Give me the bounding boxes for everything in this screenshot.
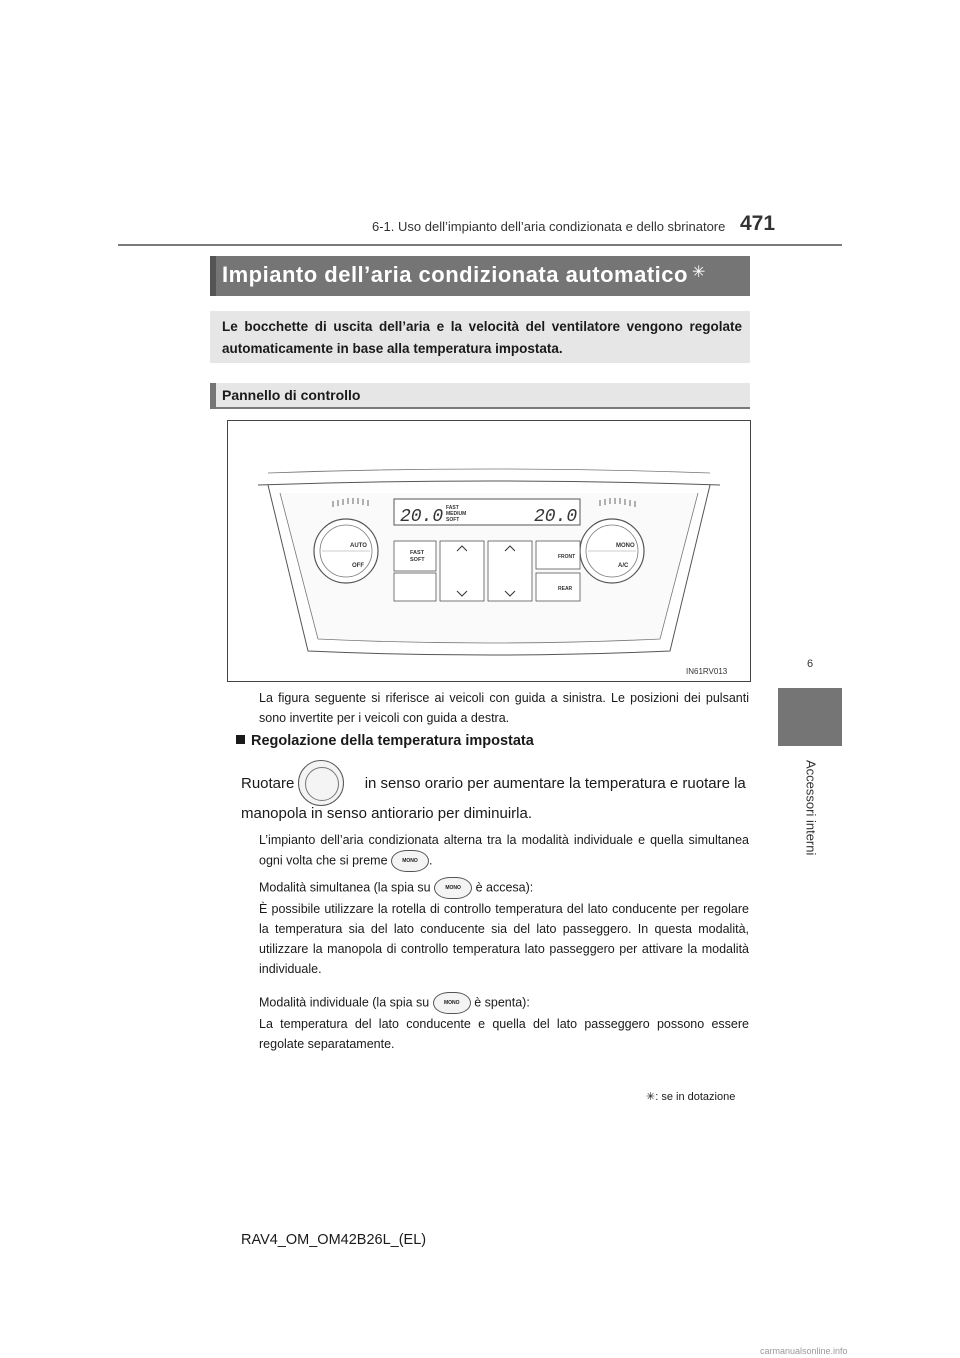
subheading-pannello: Pannello di controllo <box>222 387 361 403</box>
main-heading <box>222 262 706 288</box>
simultaneous-mode-paragraph: Modalità simultanea (la spia su MONO è accesa): È possibile utilizzare la rotella di controllo temperatura del lato conducente per regolare la temperatura sia del lato conducente sia del lato passeggero. In questa modalità, utilizzare la manopola di controllo temperatura lato passeggero per attivare la modalità individuale. <box>259 877 749 979</box>
chapter-number: 6 <box>806 658 814 670</box>
square-bullet-icon <box>236 735 245 744</box>
regolazione-heading: Regolazione della temperatura impostata <box>236 733 534 749</box>
mono-button-icon: MONO <box>433 992 471 1014</box>
control-panel-illustration <box>228 421 750 681</box>
soft-label: SOFT <box>410 557 425 563</box>
fast-soft-button[interactable] <box>394 541 436 571</box>
section-title: 6-1. Uso dell’impianto dell’aria condizionata e dello sbrinatore <box>372 219 726 234</box>
control-panel-figure <box>227 420 751 682</box>
front-label: FRONT <box>558 554 576 560</box>
mono-button-icon: MONO <box>434 877 472 899</box>
mono-button-label: MONO <box>616 543 635 549</box>
mono-button-icon: MONO <box>391 850 429 872</box>
fan-label-medium: MEDIUM <box>446 511 467 517</box>
individual-mode-paragraph: Modalità individuale (la spia su MONO è spenta): La temperatura del lato conducente e quella del lato passeggero possono essere regolate separatamente. <box>259 992 749 1054</box>
document-code: RAV4_OM_OM42B26L_(EL) <box>241 1232 427 1248</box>
header-divider <box>118 244 842 246</box>
recirculation-button[interactable] <box>394 573 436 601</box>
fan-speed-rocker[interactable] <box>440 541 484 601</box>
intro-text: Le bocchette di uscita dell’aria e la velocità del ventilatore vengono regolate automaticamente in base alla temperatura impostata. <box>222 319 742 356</box>
rear-label: REAR <box>558 586 573 592</box>
right-temperature-display: 20.0 <box>534 507 578 527</box>
left-temperature-display: 20.0 <box>400 507 444 527</box>
figure-caption: La figura seguente si riferisce ai veicoli con guida a sinistra. Le posizioni dei pulsanti sono invertite per i veicoli con guida a destra. <box>259 691 749 725</box>
ac-button-label: A/C <box>618 563 629 569</box>
regolazione-body-line1: Ruotare in senso orario per aumentare la temperatura e ruotare la <box>241 775 746 792</box>
off-button-label: OFF <box>352 563 364 569</box>
auto-button-label: AUTO <box>350 543 367 549</box>
figure-code: IN61RV013 <box>686 667 728 676</box>
air-outlet-rocker[interactable] <box>488 541 532 601</box>
chapter-tab <box>778 688 842 746</box>
watermark: carmanualsonline.info <box>760 1346 848 1356</box>
fast-label: FAST <box>410 550 425 556</box>
fan-label-fast: FAST <box>446 505 459 511</box>
chapter-label: Accessori interni <box>803 760 819 856</box>
mode-toggle-paragraph: L’impianto dell’aria condizionata alterna tra la modalità individuale e quella simultanea ogni volta che si preme MONO . <box>259 830 749 872</box>
asterisk-icon: ✳ <box>691 264 706 281</box>
asterisk-icon: ✳ <box>646 1091 656 1103</box>
regolazione-body-line2: manopola in senso antiorario per diminuirla. <box>241 805 532 822</box>
main-heading-text: Impianto dell’aria condizionata automatico <box>222 262 688 287</box>
footnote: ✳: se in dotazione <box>646 1091 736 1103</box>
page-number: 471 <box>740 212 776 235</box>
fan-label-soft: SOFT <box>446 517 460 523</box>
